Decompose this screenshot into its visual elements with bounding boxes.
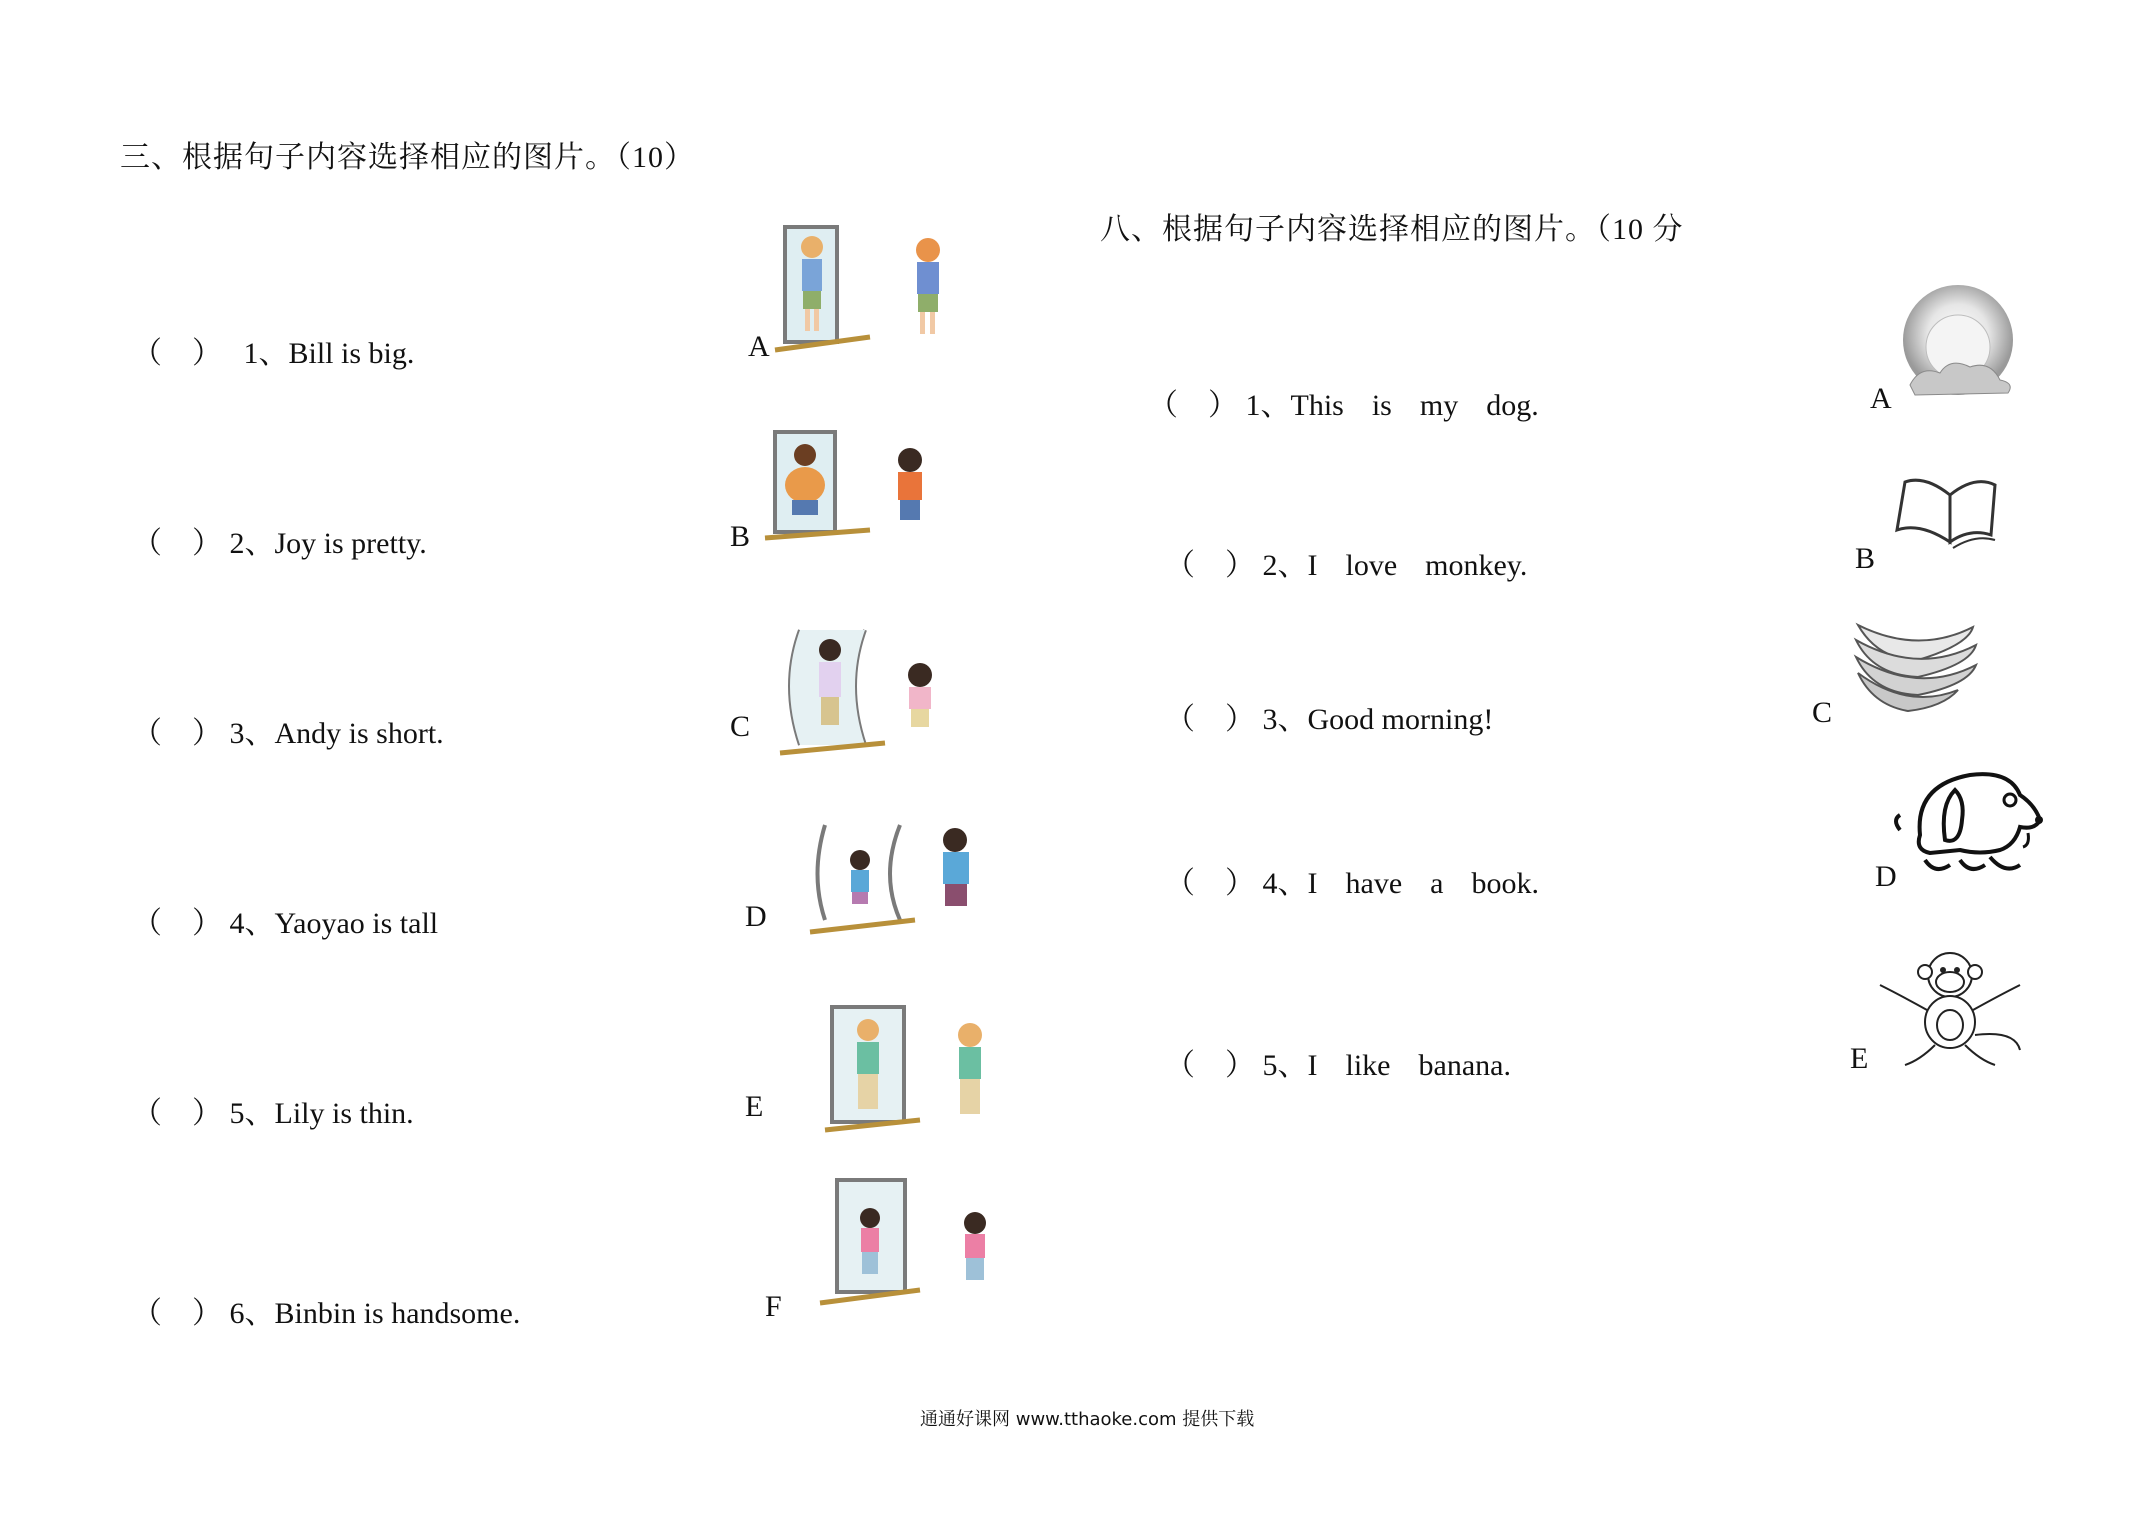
answer-blank[interactable]: （ ） — [1165, 703, 1255, 736]
question-text: 2、Joy is pretty. — [229, 527, 427, 560]
question-word: 5、I — [1262, 1049, 1318, 1082]
right-question-4 — [1165, 858, 1539, 902]
question-word: monkey. — [1425, 549, 1528, 582]
option-label-e: E — [745, 1090, 764, 1123]
left-question-5 — [132, 1088, 414, 1132]
mirror-picture-d — [805, 820, 1005, 940]
question-word: 2、I — [1262, 549, 1318, 582]
option-label-c: C — [1812, 696, 1833, 729]
footer-text: 通通好课网 www.tthaoke.com 提供下载 — [920, 1409, 1255, 1430]
answer-blank[interactable]: （ ） — [132, 527, 222, 560]
question-word: book. — [1471, 867, 1539, 900]
left-question-4 — [132, 898, 438, 942]
right-question-3 — [1165, 694, 1493, 738]
option-label-a: A — [748, 330, 770, 363]
answer-blank[interactable]: （ ） — [132, 1297, 222, 1330]
question-word: a — [1430, 867, 1444, 900]
open-book-picture — [1895, 470, 2005, 560]
left-question-6 — [132, 1288, 520, 1332]
answer-blank[interactable]: （ ） — [1165, 1049, 1255, 1082]
question-word: 1、This — [1245, 389, 1344, 422]
right-question-1 — [1148, 380, 1539, 424]
question-text: 4、Yaoyao is tall — [229, 907, 439, 940]
mirror-picture-a — [770, 225, 970, 355]
question-text: 5、Lily is thin. — [229, 1097, 414, 1130]
mirror-picture-e — [820, 1005, 1020, 1135]
left-question-1 — [132, 328, 414, 372]
answer-blank[interactable]: （ ） — [132, 337, 222, 370]
option-label-d: D — [1875, 860, 1897, 893]
sun-cloud-picture — [1890, 285, 2020, 405]
question-word: 3、Good morning! — [1262, 703, 1494, 736]
question-word: love — [1345, 549, 1398, 582]
option-label-b: B — [1855, 542, 1876, 575]
left-question-3 — [132, 708, 444, 752]
question-word: banana. — [1418, 1049, 1511, 1082]
right-question-5 — [1165, 1040, 1511, 1084]
answer-blank[interactable]: （ ） — [1165, 549, 1255, 582]
monkey-picture — [1875, 940, 2025, 1075]
question-word: like — [1345, 1049, 1391, 1082]
answer-blank[interactable]: （ ） — [1165, 867, 1255, 900]
option-label-f: F — [765, 1290, 782, 1323]
mirror-picture-c — [775, 625, 975, 755]
answer-blank[interactable]: （ ） — [1148, 389, 1238, 422]
bananas-picture — [1848, 615, 1983, 715]
option-label-b: B — [730, 520, 751, 553]
question-text: 1、Bill is big. — [243, 337, 415, 370]
left-question-2 — [132, 518, 427, 562]
option-label-e: E — [1850, 1042, 1869, 1075]
question-word: 4、I — [1262, 867, 1318, 900]
option-label-c: C — [730, 710, 751, 743]
option-label-a: A — [1870, 382, 1892, 415]
right-question-2 — [1165, 540, 1527, 584]
mirror-picture-f — [815, 1178, 1015, 1308]
question-text: 3、Andy is short. — [229, 717, 444, 750]
option-label-d: D — [745, 900, 767, 933]
dog-picture — [1890, 765, 2050, 890]
question-word: have — [1345, 867, 1403, 900]
answer-blank[interactable]: （ ） — [132, 907, 222, 940]
mirror-picture-b — [760, 430, 960, 545]
question-word: dog. — [1486, 389, 1539, 422]
question-word: my — [1419, 389, 1459, 422]
question-word: is — [1371, 389, 1392, 422]
left-section-title: 三、根据句子内容选择相应的图片。（10） — [120, 141, 695, 174]
right-section-title: 八、根据句子内容选择相应的图片。（10 分 — [1100, 213, 1684, 246]
answer-blank[interactable]: （ ） — [132, 1097, 222, 1130]
question-text: 6、Binbin is handsome. — [229, 1297, 521, 1330]
answer-blank[interactable]: （ ） — [132, 717, 222, 750]
